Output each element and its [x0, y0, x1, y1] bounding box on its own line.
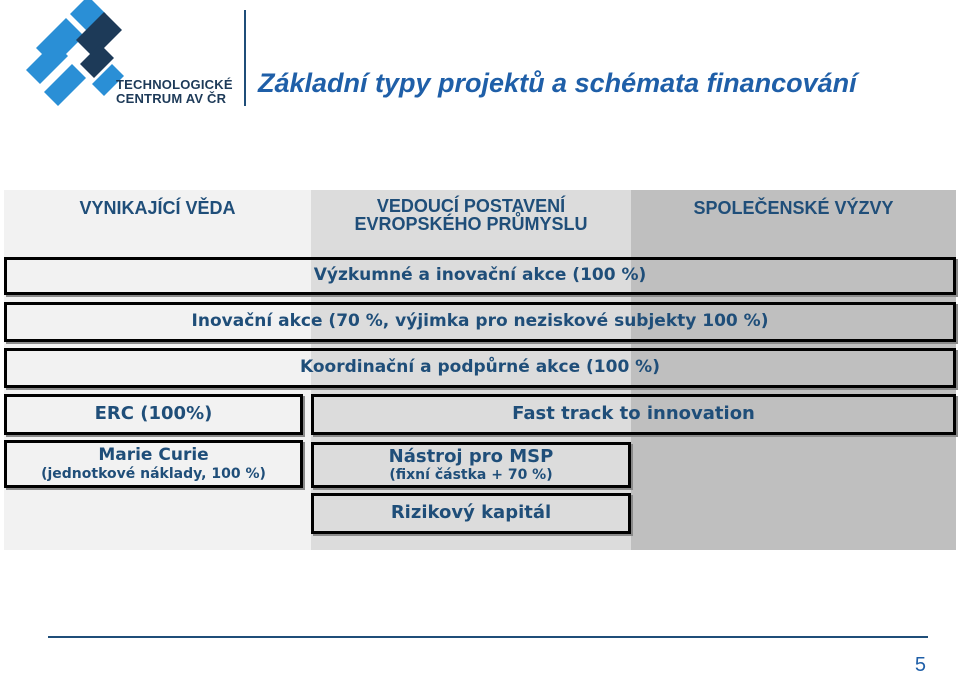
marie-curie-subtitle: (jednotkové náklady, 100 %): [41, 465, 266, 482]
box-marie-curie: [4, 440, 303, 488]
sme-instrument-subtitle: (fixní částka + 70 %): [389, 467, 553, 484]
box-fast-track: Fast track to innovation: [311, 394, 956, 435]
logo-line-1: TECHNOLOGICKÉ: [116, 77, 233, 92]
box-risk-capital: Rizikový kapitál: [311, 493, 631, 534]
logo-line-2: CENTRUM AV ČR: [116, 91, 227, 106]
header-divider: [244, 10, 246, 106]
page-number: 5: [914, 654, 926, 676]
bar-research-innovation-actions: Výzkumné a inovační akce (100 %): [4, 257, 956, 295]
box-erc: ERC (100%): [4, 394, 303, 435]
page-title: Základní typy projektů a schémata financování: [258, 68, 857, 98]
bar-innovation-actions: Inovační akce (70 %, výjimka pro neziskové subjekty 100 %): [4, 302, 956, 342]
marie-curie-title: Marie Curie: [98, 445, 209, 466]
logo-text: [116, 78, 236, 106]
column-heading-industrial-leadership: [311, 197, 631, 233]
column-heading-societal-challenges: SPOLEČENSKÉ VÝZVY: [693, 198, 894, 218]
footer-divider: [48, 636, 928, 638]
column-heading-line-2: EVROPSKÉHO PRŮMYSLU: [354, 214, 588, 234]
bar-coordination-support-actions: Koordinační a podpůrné akce (100 %): [4, 348, 956, 388]
column-heading-excellent-science: VYNIKAJÍCÍ VĚDA: [79, 198, 236, 218]
box-sme-instrument: [311, 442, 631, 488]
column-heading-line-1: VEDOUCÍ POSTAVENÍ: [376, 196, 566, 216]
sme-instrument-title: Nástroj pro MSP: [388, 445, 554, 467]
